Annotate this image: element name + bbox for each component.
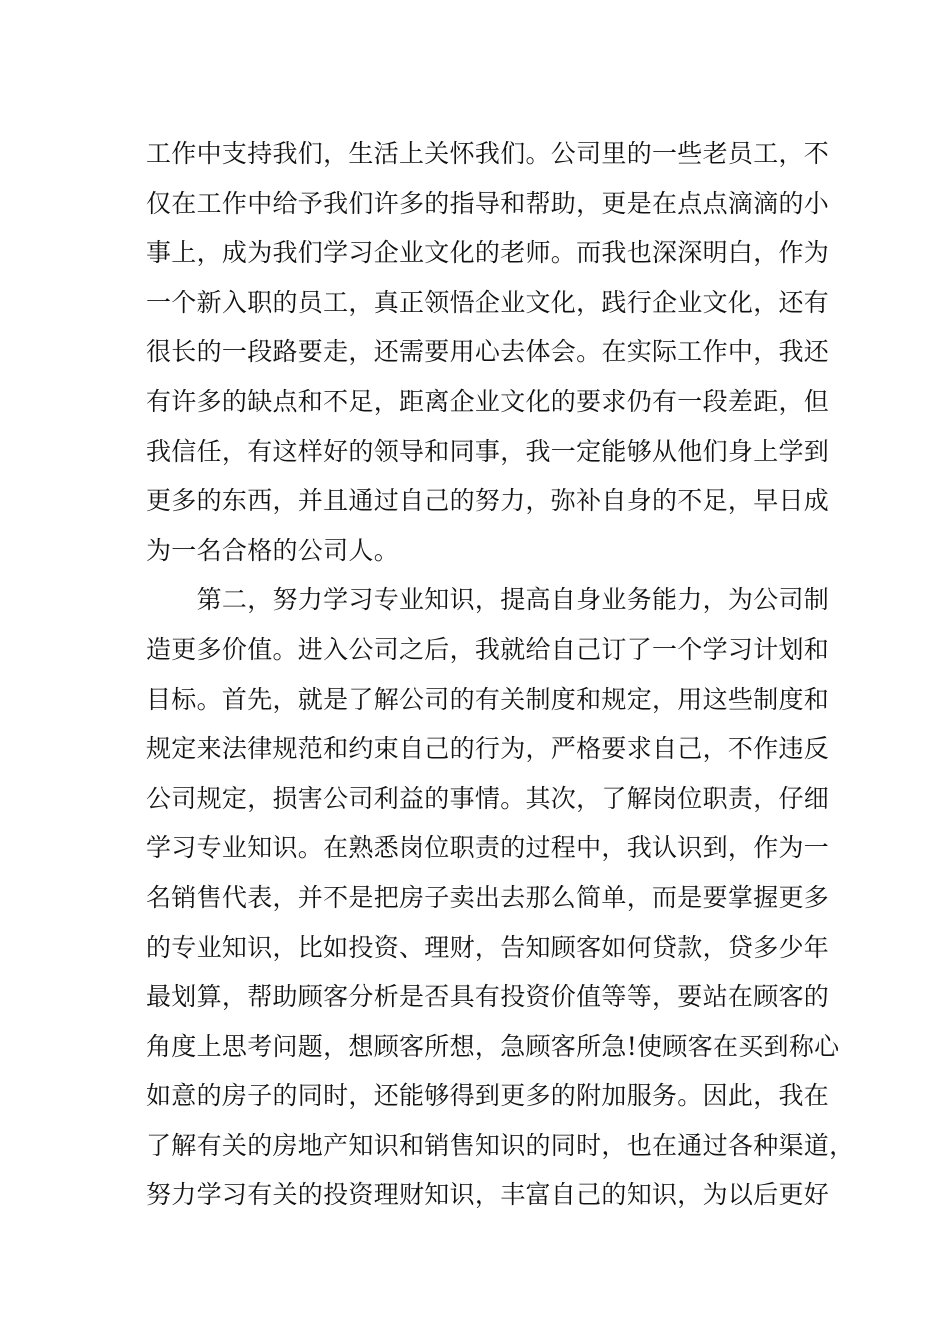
text-line: 第二，努力学习专业知识，提高自身业务能力，为公司制 [146,585,830,615]
text-line: 为一名合格的公司人。 [146,535,400,565]
text-line: 努力学习有关的投资理财知识，丰富自己的知识，为以后更好 [146,1180,830,1210]
body-text [146,129,855,1220]
text-line: 我信任，有这样好的领导和同事，我一定能够从他们身上学到 [146,436,830,466]
text-line: 有许多的缺点和不足，距离企业文化的要求仍有一段差距，但 [146,386,830,416]
text-line: 工作中支持我们，生活上关怀我们。公司里的一些老员工，不 [146,139,830,168]
text-line: 仅在工作中给予我们许多的指导和帮助，更是在点点滴滴的小 [146,188,830,218]
text-line: 造更多价值。进入公司之后，我就给自己订了一个学习计划和 [146,634,830,664]
text-line: 了解有关的房地产知识和销售知识的同时，也在通过各种渠道， [146,1130,855,1160]
text-line: 名销售代表，并不是把房子卖出去那么简单，而是要掌握更多 [146,882,830,912]
text-line: 更多的东西，并且通过自己的努力，弥补自身的不足，早日成 [146,486,830,516]
text-line: 如意的房子的同时，还能够得到更多的附加服务。因此，我在 [146,1081,830,1111]
text-line: 一个新入职的员工，真正领悟企业文化，践行企业文化，还有 [146,287,830,317]
text-line: 很长的一段路要走，还需要用心去体会。在实际工作中，我还 [146,337,830,367]
text-line: 最划算，帮助顾客分析是否具有投资价值等等，要站在顾客的 [146,982,830,1012]
text-line: 目标。首先，就是了解公司的有关制度和规定，用这些制度和 [146,684,830,714]
text-line: 角度上思考问题，想顾客所想，急顾客所急!使顾客在买到称心 [146,1031,840,1061]
text-line: 的专业知识，比如投资、理财，告知顾客如何贷款，贷多少年 [146,932,830,962]
text-line: 公司规定，损害公司利益的事情。其次，了解岗位职责，仔细 [146,783,830,813]
text-line: 规定来法律规范和约束自己的行为，严格要求自己，不作违反 [146,734,830,764]
text-line: 事上，成为我们学习企业文化的老师。而我也深深明白，作为 [146,238,830,268]
text-line: 学习专业知识。在熟悉岗位职责的过程中，我认识到，作为一 [146,833,830,863]
